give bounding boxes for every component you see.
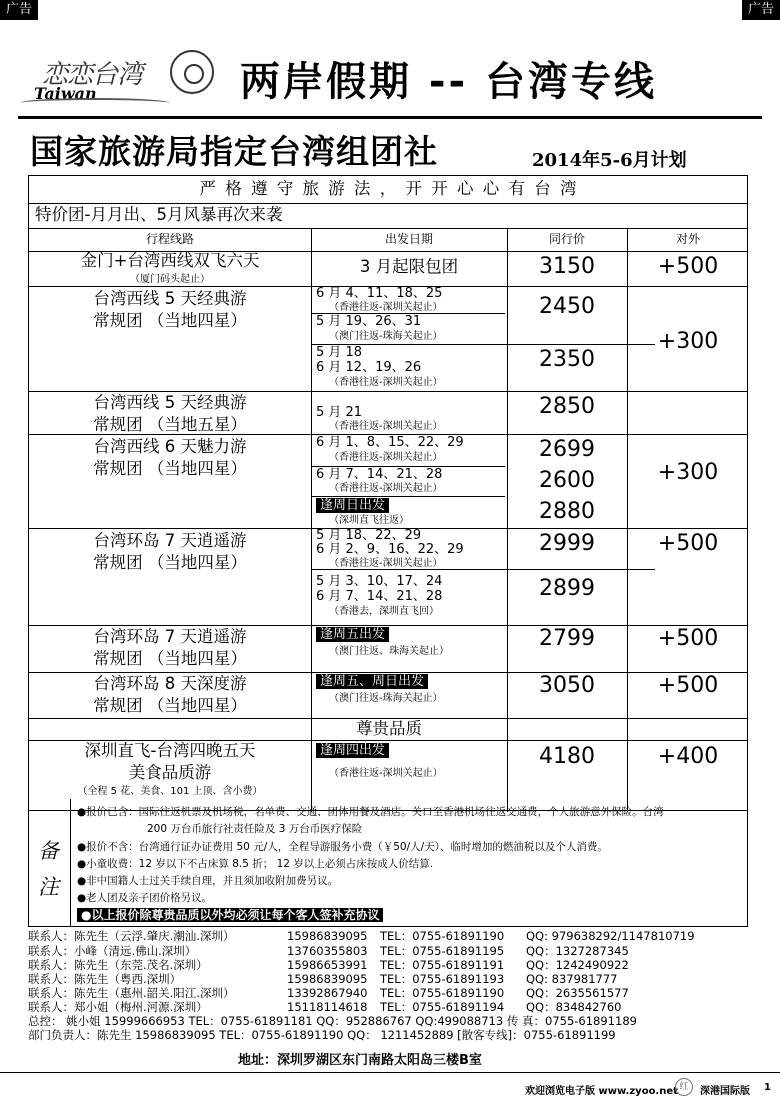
route-name: 台湾西线 6 天魅力游: [93, 437, 247, 456]
depart-date: 5 月 18: [316, 345, 363, 360]
route-name: 金门+台湾西线双飞六天: [80, 251, 260, 270]
slogan: 严 格 遵 守 旅 游 法 ， 开 开 心 心 有 台 湾: [199, 179, 579, 198]
depart-date: 5 月 3、10、17、24: [316, 574, 443, 589]
plan-date: 2014年5-6月计划: [532, 150, 687, 171]
depart-date: 3 月起限包团: [359, 257, 459, 276]
remarks-label: 备 注: [29, 799, 71, 926]
depart-note: （香港去，深圳直飞回）: [329, 606, 439, 617]
remark-elderly: ●老人团及亲子团价格另议。: [77, 892, 213, 904]
price: 2450: [539, 294, 595, 319]
depart-date: 6 月 1、8、15、22、29: [316, 435, 464, 450]
logo-en-text: Taiwan: [34, 84, 97, 103]
price: 3150: [539, 254, 595, 279]
route-note: （全程 5 花、美食、101 上顶、含小费）: [77, 786, 263, 797]
route-grade: 美食品质游: [128, 763, 212, 782]
remark-included: ●报价已含：国际往返机票及机场税，名单费、交通、团体用餐及酒店。关口至香港机场往返交通费，个人旅游意外保险。台湾: [77, 806, 664, 818]
divider: [18, 116, 762, 119]
price: 2880: [539, 499, 595, 524]
footer-website[interactable]: 欢迎浏览电子版 www.zyoo.net: [525, 1086, 678, 1097]
ad-label-right: 广告: [742, 0, 780, 20]
route-note: （厦门码头起止）: [130, 274, 210, 285]
remark-child: ●小童收费：12 岁以下不占床算 8.5 折； 12 岁以上必须占床按成人价结算.: [77, 858, 434, 870]
header-external: 对外: [675, 232, 700, 246]
logo-cn-text: 恋恋台湾: [42, 60, 143, 90]
route-grade: 常规团 （当地四星）: [93, 553, 247, 572]
footer-divider: [0, 1072, 780, 1073]
department-head-row: 部门负责人：陈先生 15986839095 TEL：0755-61891190 QQ： 1211452889 [散客专线]：0755-61891199: [28, 1028, 616, 1042]
address: 地址：深圳罗湖区东门南路太阳岛三楼B室: [238, 1053, 482, 1068]
route-name: 台湾环岛 8 天深度游: [93, 674, 247, 693]
remarks-box: [28, 799, 748, 927]
headline: 两岸假期 -- 台湾专线: [240, 59, 658, 105]
depart-date-highlight: 逢周日出发: [316, 498, 389, 513]
external-markup: +300: [657, 460, 719, 485]
remark-included-cont: 200 万台币旅行社责任险及 3 万台币医疗保险: [147, 823, 363, 835]
route-grade: 常规团 （当地四星）: [93, 649, 247, 668]
depart-note: （香港往返-深圳关起止）: [329, 483, 443, 494]
depart-date: 6 月 12、19、26: [316, 360, 422, 375]
external-markup: +500: [657, 673, 719, 698]
remark-foreigner: ●非中国籍人士过关手续自理，并且须加收附加费另议。: [77, 875, 339, 887]
route-grade: 常规团 （当地四星）: [93, 311, 247, 330]
depart-note: （香港往返-深圳关起止）: [329, 377, 443, 388]
depart-note: （澳门往返-珠海关起止）: [329, 693, 443, 704]
depart-date-highlight: 逢周五出发: [316, 627, 389, 642]
price: 4180: [539, 744, 595, 769]
depart-note: （香港往返-深圳关起止）: [329, 768, 443, 779]
ad-label-left: 广告: [0, 0, 38, 20]
depart-note: （深圳直飞往返）: [329, 515, 409, 526]
external-markup: +500: [657, 531, 719, 556]
header-route: 行程线路: [145, 232, 194, 246]
depart-date: 6 月 7、14、21、28: [316, 467, 443, 482]
depart-date: 5 月 21: [316, 405, 363, 420]
logo: [20, 48, 200, 108]
route-name: 台湾西线 5 天经典游: [93, 393, 247, 412]
general-control-row: 总控： 姚小姐 15999666953 TEL：0755-61891181 QQ：952886767 QQ:499088713 传 真：0755-61891189: [28, 1014, 637, 1028]
remark-agreement: ●以上报价除尊贵品质以外均必须让每个客人签补充协议: [77, 908, 383, 922]
agency-title: 国家旅游局指定台湾组团社: [30, 132, 438, 171]
depart-date: 6 月 4、11、18、25: [316, 286, 443, 301]
price: 2899: [539, 576, 595, 601]
header-date: 出发日期: [384, 232, 433, 246]
route-grade: 常规团 （当地五星）: [93, 415, 247, 434]
depart-note: （澳门往返-珠海关起止）: [329, 331, 443, 342]
premium-section-title: 尊贵品质: [356, 719, 422, 738]
route-grade: 常规团 （当地四星）: [93, 459, 247, 478]
header-price: 同行价: [548, 232, 585, 246]
depart-date: 6 月 7、14、21、28: [316, 589, 443, 604]
special-offer: 特价团-月月出、5月风暴再次来袭: [35, 205, 283, 224]
price: 2799: [539, 626, 595, 651]
depart-date: 5 月 19、26、31: [316, 314, 422, 329]
external-markup: +500: [657, 254, 719, 279]
depart-note: （香港往返-深圳关起止）: [329, 302, 443, 313]
depart-date-highlight: 逢周五、周日出发: [316, 674, 428, 689]
depart-date: 6 月 2、9、16、22、29: [316, 542, 464, 557]
depart-note: （澳门往返、珠海关起止）: [329, 646, 449, 657]
depart-note: （香港往返-深圳关起止）: [329, 452, 443, 463]
depart-note: （香港往返-深圳关起止）: [329, 558, 443, 569]
price: 2350: [539, 347, 595, 372]
price: 2699: [539, 437, 595, 462]
footer-edition: 深港国际版: [700, 1086, 750, 1097]
price: 3050: [539, 673, 595, 698]
depart-date-highlight: 逢周四出发: [316, 743, 389, 758]
price: 2850: [539, 394, 595, 419]
price-table: [28, 175, 748, 811]
external-markup: +300: [657, 329, 719, 354]
remark-excluded: ●报价不含：台湾通行证办证费用 50 元/人，全程导游服务小费（￥50/人/天）、临时增加的燃油税以及个人消费。: [77, 841, 608, 853]
price: 2999: [539, 531, 595, 556]
external-markup: +500: [657, 626, 719, 651]
route-name: 台湾西线 5 天经典游: [93, 289, 247, 308]
depart-note: （香港往返-深圳关起止）: [329, 421, 443, 432]
route-grade: 常规团 （当地四星）: [93, 696, 247, 715]
external-markup: +400: [657, 744, 719, 769]
flower-icon: [170, 50, 214, 94]
route-name: 台湾环岛 7 天逍遥游: [93, 531, 247, 550]
price: 2600: [539, 468, 595, 493]
page-number: 1: [764, 1082, 771, 1093]
depart-date: 5 月 18、22、29: [316, 528, 422, 543]
hong-badge-icon: 红: [675, 1078, 693, 1096]
route-name: 台湾环岛 7 天逍遥游: [93, 627, 247, 646]
route-name: 深圳直飞-台湾四晚五天: [84, 741, 256, 760]
swoosh-decoration: [20, 98, 170, 108]
